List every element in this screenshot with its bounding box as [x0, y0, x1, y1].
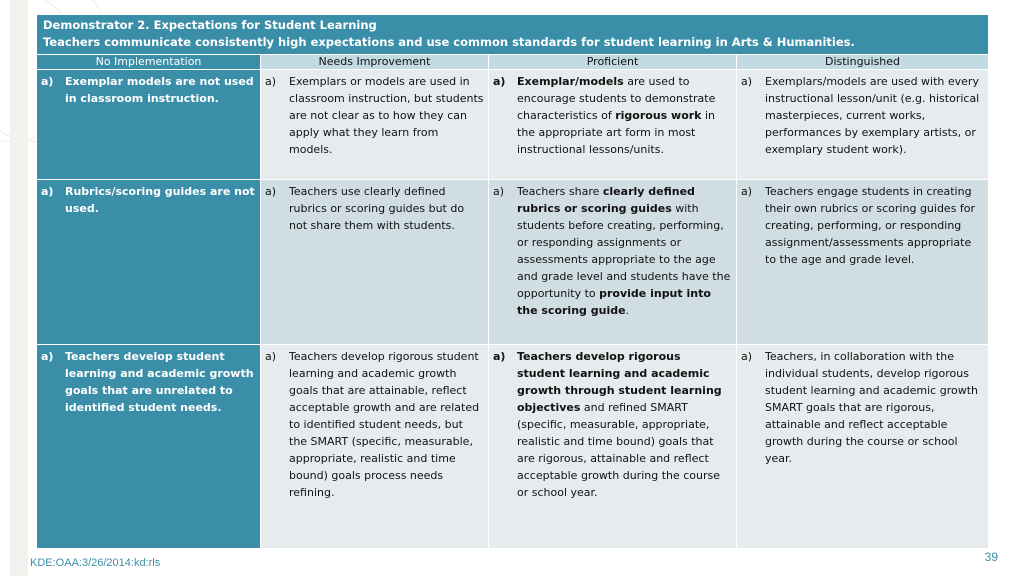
column-header-no-implementation: No Implementation [37, 54, 261, 69]
no-implementation-cell: a) Teachers develop student learning and academic growth goals that are unrelated to identified student needs. [37, 344, 261, 549]
cell-text: Teachers, in collaboration with the individual students, develop rigorous student learning and academic growth SMART goals that are rigorous, attainable and reflect acceptable growth during the course or school year. [765, 349, 978, 465]
table-title [37, 15, 989, 55]
cell-text: Teachers develop student learning and academic growth goals that are unrelated to identified student needs. [65, 349, 254, 414]
needs-improvement-cell: a) Exemplars or models are used in classroom instruction, but students are not clear as to how they can apply what they learn from models. [261, 69, 489, 179]
cell-text: Exemplar models are not used in classroom instruction. [65, 74, 254, 105]
distinguished-cell: a) Exemplars/models are used with every instructional lesson/unit (e.g. historical masterpieces, current works, performances by exemplary artists, or exemplary student work). [737, 69, 989, 179]
no-implementation-cell: a) Exemplar models are not used in classroom instruction. [37, 69, 261, 179]
distinguished-cell: a) Teachers, in collaboration with the individual students, develop rigorous student learning and academic growth SMART goals that are rigorous, attainable and reflect acceptable growth during the course or school year. [737, 344, 989, 549]
proficient-cell: a) Teachers develop rigorous student learning and academic growth through student learning objectives and refined SMART (specific, measurable, appropriate, realistic and time bound) goals that are rigorous, attainable and reflect acceptable growth during the course or school year. [489, 344, 737, 549]
column-header-row [37, 54, 989, 69]
decorative-band [10, 0, 28, 576]
title-line-1: Demonstrator 2. Expectations for Student Learning [43, 18, 377, 32]
cell-text: Teachers use clearly defined rubrics or scoring guides but do not share them with students. [289, 184, 465, 232]
table-row [37, 344, 989, 549]
footer-source: KDE:OAA:3/26/2014:kd:rls [30, 557, 161, 569]
cell-text: Rubrics/scoring guides are not used. [65, 184, 255, 215]
needs-improvement-cell: a) Teachers develop rigorous student learning and academic growth goals that are attainable, reflect acceptable growth and are related to identified student needs, but the SMART (specific, measurable, appropriate, realistic and time bound) goals process needs refining. [261, 344, 489, 549]
column-header-proficient: Proficient [489, 54, 737, 69]
table-row [37, 179, 989, 344]
distinguished-cell: a) Teachers engage students in creating their own rubrics or scoring guides for creating, performing, or responding assignment/assessments appropriate to the age and grade level. [737, 179, 989, 344]
column-header-needs-improvement: Needs Improvement [261, 54, 489, 69]
rubric-table [36, 14, 989, 549]
no-implementation-cell: a) Rubrics/scoring guides are not used. [37, 179, 261, 344]
needs-improvement-cell: a) Teachers use clearly defined rubrics or scoring guides but do not share them with students. [261, 179, 489, 344]
cell-text: Teachers engage students in creating their own rubrics or scoring guides for creating, performing, or responding assignment/assessments appropriate to the age and grade level. [765, 184, 976, 266]
cell-text: Teachers develop rigorous student learning and academic growth goals that are attainable, reflect acceptable growth and are related to identified student needs, but the SMART (specific, measurable, appropriate, realistic and time bound) goals process needs refining. [289, 349, 480, 499]
cell-text: Exemplars or models are used in classroom instruction, but students are not clear as to how they can apply what they learn from models. [289, 74, 484, 156]
page-number: 39 [984, 550, 998, 564]
cell-text: Teachers share clearly defined rubrics or scoring guides with students before creating, performing, or responding assignments or assessments appropriate to the age and grade level and students have the opportunity to provide input into the scoring guide. [517, 184, 731, 317]
column-header-distinguished: Distinguished [737, 54, 989, 69]
proficient-cell: a) Exemplar/models are used to encourage students to demonstrate characteristics of rigorous work in the appropriate art form in most instructional lessons/units. [489, 69, 737, 179]
title-line-2: Teachers communicate consistently high expectations and use common standards for student learning in Arts & Humanities. [43, 35, 855, 50]
table-row [37, 69, 989, 179]
proficient-cell: a) Teachers share clearly defined rubrics or scoring guides with students before creating, performing, or responding assignments or assessments appropriate to the age and grade level and students have the opportunity to provide input into the scoring guide. [489, 179, 737, 344]
cell-text: Exemplars/models are used with every instructional lesson/unit (e.g. historical masterpieces, current works, performances by exemplary artists, or exemplary student work). [765, 74, 980, 156]
cell-text: Exemplar/models are used to encourage students to demonstrate characteristics of rigorous work in the appropriate art form in most instructional lessons/units. [517, 74, 716, 156]
cell-text: Teachers develop rigorous student learning and academic growth through student learning objectives and refined SMART (specific, measurable, appropriate, realistic and time bound) goals that are rigorous, attainable and reflect acceptable growth during the course or school year. [517, 349, 722, 499]
